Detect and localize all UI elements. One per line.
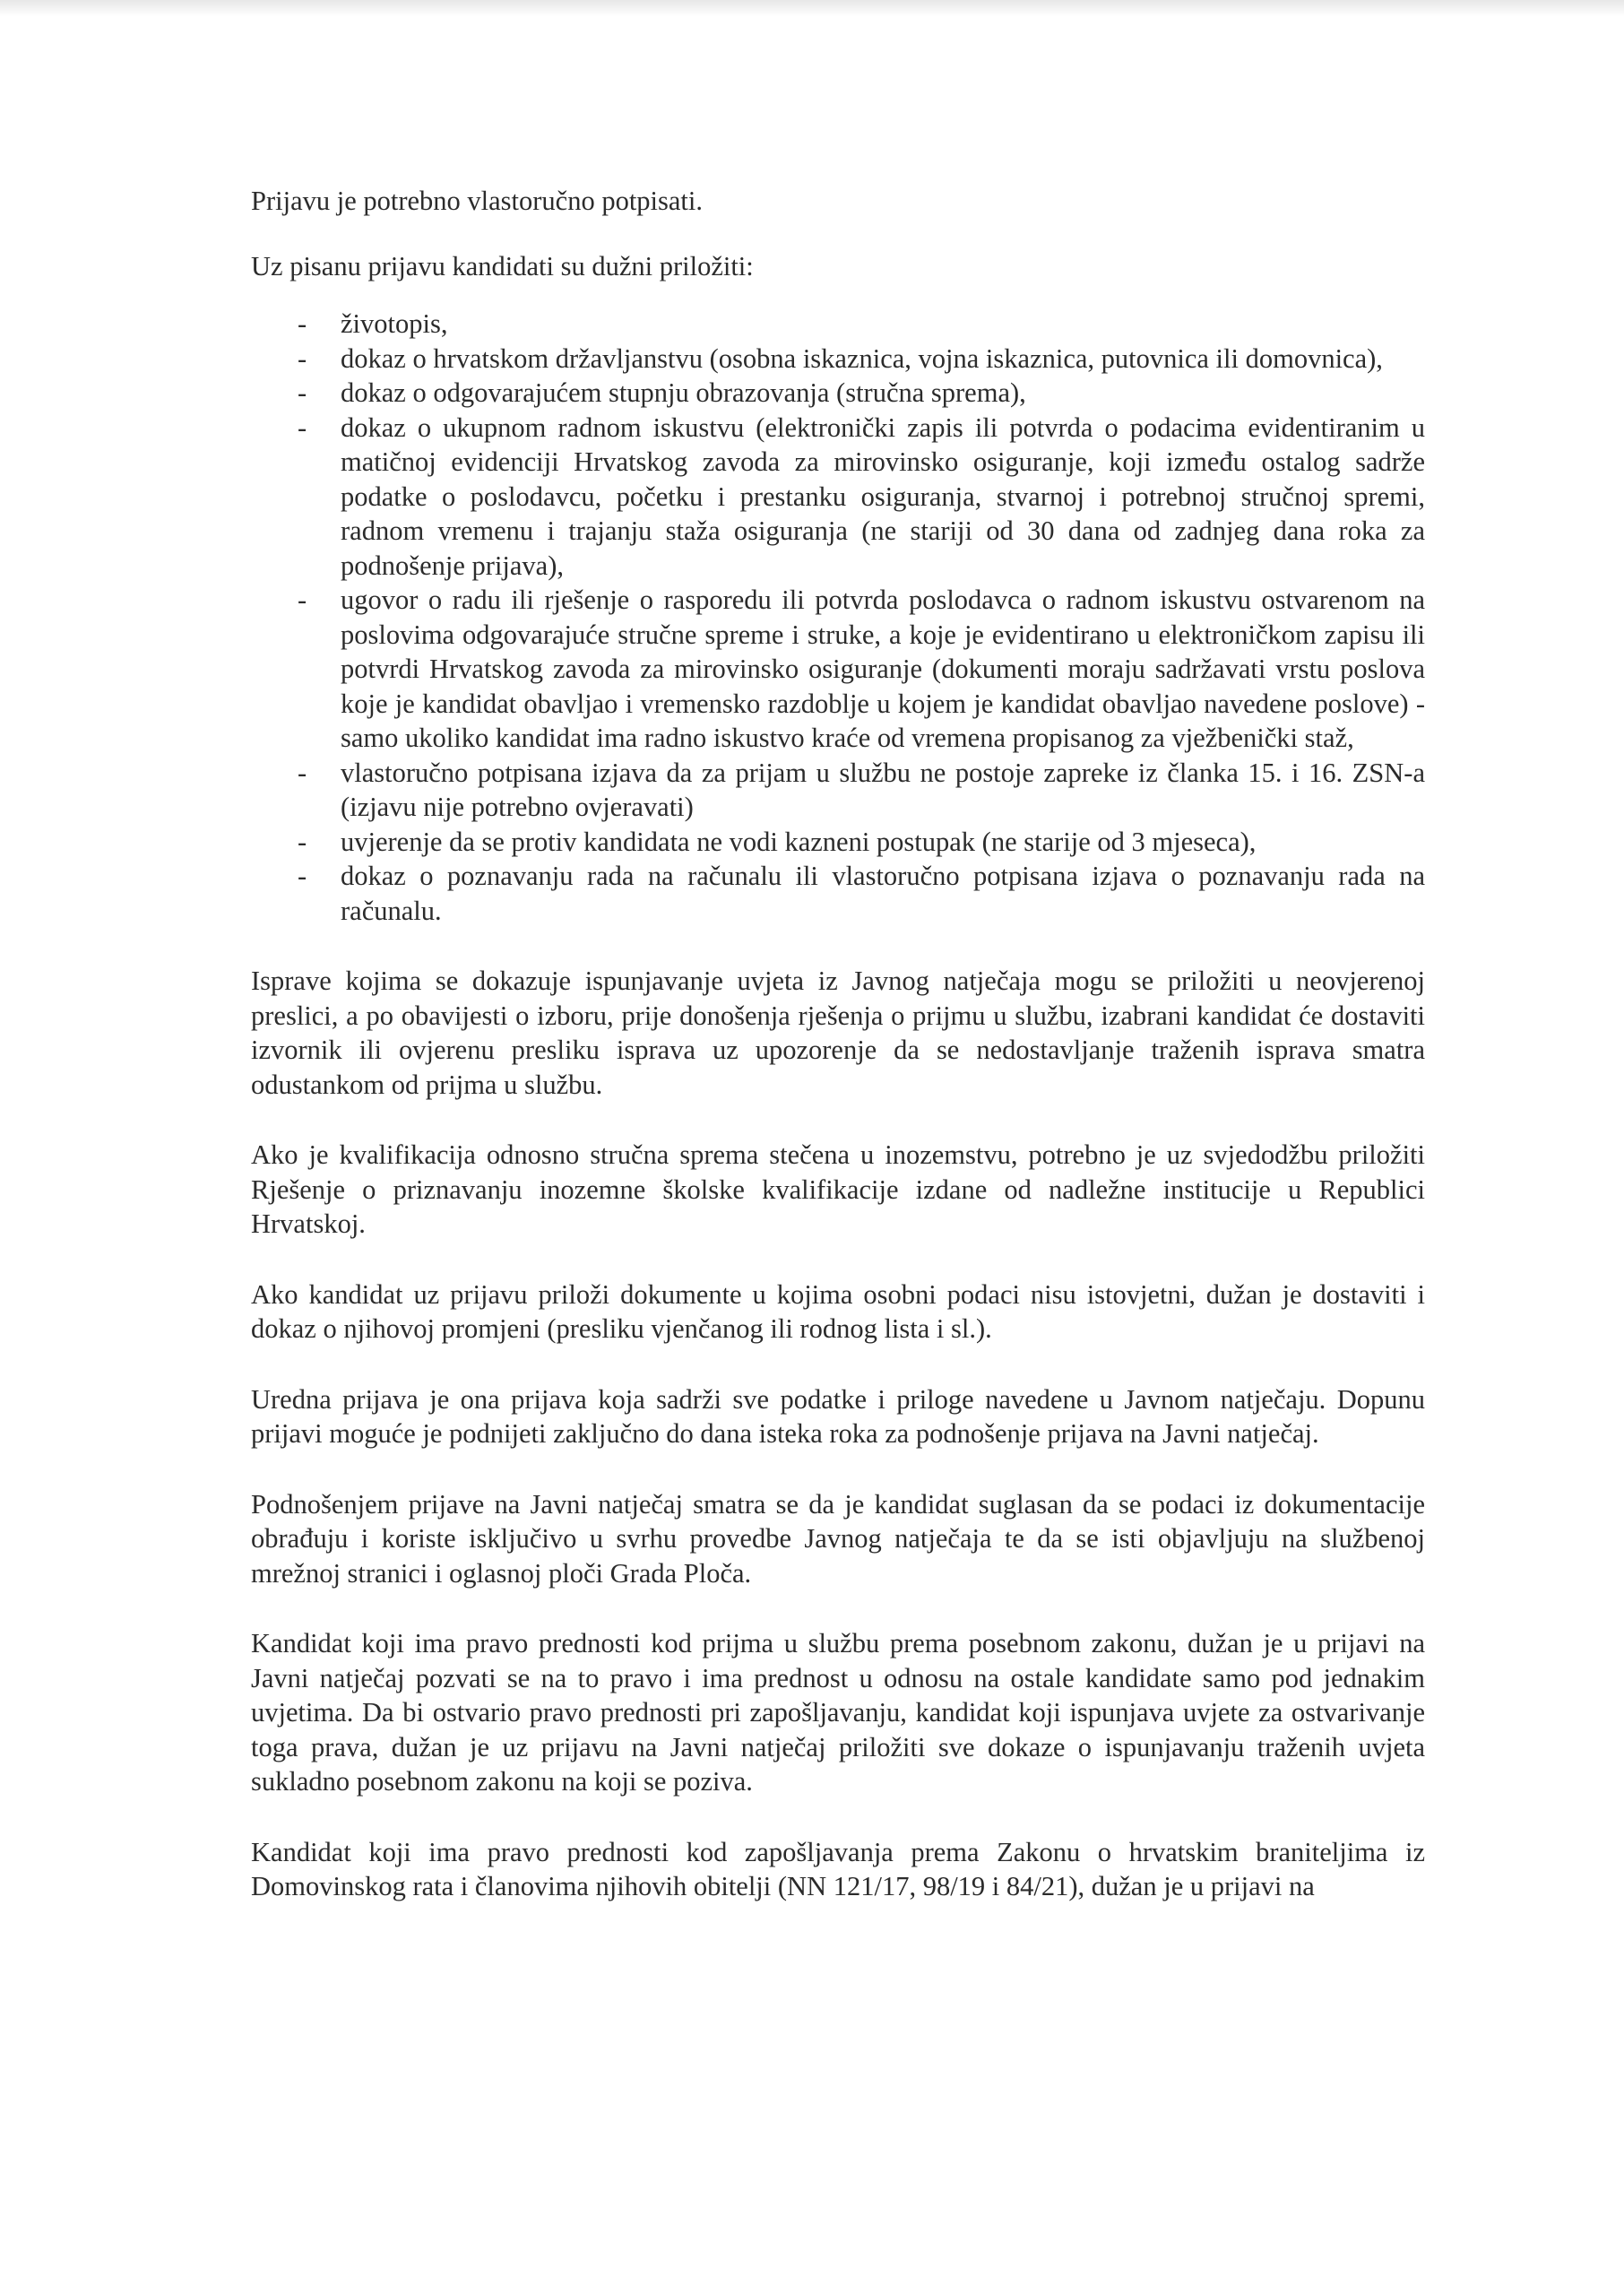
document-body xyxy=(251,184,1425,1904)
foreign-qualification-paragraph: Ako je kvalifikacija odnosno stručna sprema stečena u inozemstvu, potrebno je uz svjedodžbu priložiti Rješenje o priznavanju inozemne školske kvalifikacije izdane od nadležne institucije u Republici Hrvatskoj. xyxy=(251,1139,1425,1239)
list-dash: - xyxy=(298,826,307,857)
list-item xyxy=(251,307,1425,342)
veterans-priority-paragraph: Kandidat koji ima pravo prednosti kod zapošljavanja prema Zakonu o hrvatskim braniteljima iz Domovinskog rata i članovima njihovih obitelji (NN 121/17, 98/19 i 84/21), dužan je u prijavi na xyxy=(251,1836,1425,1901)
list-dash: - xyxy=(298,411,307,443)
list-dash: - xyxy=(298,585,307,615)
list-item-text: uvjerenje da se protiv kandidata ne vodi kazneni postupak (ne starije od 3 mjeseca), xyxy=(341,826,1257,857)
list-item xyxy=(251,376,1425,411)
intro-sign-paragraph: Prijavu je potrebno vlastoručno potpisati. xyxy=(251,186,704,216)
list-item xyxy=(251,859,1425,928)
documents-paragraph: Isprave kojima se dokazuje ispunjavanje uvjeta iz Javnog natječaja mogu se priložiti u neovjerenoj preslici, a po obavijesti o izboru, prije donošenja rješenja o prijmu u službu, izabrani kandidat će dostaviti izvornik ili ovjerenu presliku isprava uz upozorenje da se nedostavljanje traženih isprava smatra odustankom od prijma u službu. xyxy=(251,966,1425,1100)
priority-right-paragraph: Kandidat koji ima pravo prednosti kod prijma u službu prema posebnom zakonu, dužan je u prijavi na Javni natječaj pozvati se na to pravo i ima prednost u odnosu na ostale kandidate samo pod jednakim uvjetima. Da bi ostvario pravo prednosti pri zapošljavanju, kandidat koji ispunjava uvjete za ostvarivanje toga prava, dužan je uz prijavu na Javni natječaj priložiti sve dokaze o ispunjavanju traženih uvjeta sukladno posebnom zakonu na koji se poziva. xyxy=(251,1628,1425,1797)
list-item-text: dokaz o hrvatskom državljanstvu (osobna iskaznica, vojna iskaznica, putovnica ili domovnica), xyxy=(341,342,1383,374)
list-dash: - xyxy=(298,757,307,788)
list-item xyxy=(251,342,1425,377)
list-item-text: ugovor o radu ili rješenje o rasporedu ili potvrda poslodavca o radnom iskustvu ostvarenom na poslovima odgovarajuće stručne spreme i struke, a koje je evidentirano u elektroničkom zapisu ili potvrdi Hrvatskog zavoda za mirovinsko osiguranje (dokumenti moraju sadržavati vrstu poslova koje je kandidat obavljao i vremensko razdoblje u kojem je kandidat obavljao navedene poslove) - samo ukoliko kandidat ima radno iskustvo kraće od vremena propisanog za vježbenički staž, xyxy=(341,585,1425,753)
list-item-text: dokaz o ukupnom radnom iskustvu (elektronički zapis ili potvrda o podacima evidentiranim u matičnoj evidenciji Hrvatskog zavoda za mirovinsko osiguranje, koji između ostalog sadrže podatke o poslodavcu, početku i prestanku osiguranja, stvarnoj i potrebnoj stručnoj spremi, radnom vremenu i trajanju staža osiguranja (ne stariji od 30 dana od zadnjeg dana roka za podnošenje prijava), xyxy=(341,411,1425,581)
list-item xyxy=(251,825,1425,860)
attachments-list xyxy=(251,307,1425,928)
list-dash: - xyxy=(298,377,307,408)
list-item xyxy=(251,583,1425,756)
scan-edge-shadow xyxy=(0,0,1624,16)
list-item xyxy=(251,411,1425,584)
list-dash: - xyxy=(298,308,307,339)
list-item-text: dokaz o poznavanju rada na računalu ili vlastoručno potpisana izjava o poznavanju rada na računalu. xyxy=(341,861,1425,926)
list-dash: - xyxy=(298,861,307,891)
list-dash: - xyxy=(298,342,307,374)
list-item-text: dokaz o odgovarajućem stupnju obrazovanja (stručna sprema), xyxy=(341,377,1026,408)
list-item xyxy=(251,756,1425,825)
list-item-text: vlastoručno potpisana izjava da za prijam u službu ne postoje zapreke iz članka 15. i 16. ZSN-a (izjavu nije potrebno ovjeravati) xyxy=(341,757,1425,822)
intro-attach-paragraph: Uz pisanu prijavu kandidati su dužni priložiti: xyxy=(251,250,754,281)
list-item-text: životopis, xyxy=(341,308,448,339)
personal-data-paragraph: Ako kandidat uz prijavu priloži dokumente u kojima osobni podaci nisu istovjetni, dužan je dostaviti i dokaz o njihovoj promjeni (presliku vjenčanog ili rodnog lista i sl.). xyxy=(251,1278,1425,1344)
complete-application-paragraph: Uredna prijava je ona prijava koja sadrži sve podatke i priloge navedene u Javnom natječaju. Dopunu prijavi moguće je podnijeti zaključno do dana isteka roka za podnošenje prijava na Javni natječaj. xyxy=(251,1383,1425,1449)
consent-paragraph: Podnošenjem prijave na Javni natječaj smatra se da je kandidat suglasan da se podaci iz dokumentacije obrađuju i koriste isključivo u svrhu provedbe Javnog natječaja te da se isti objavljuju na službenoj mrežnoj stranici i oglasnoj ploči Grada Ploča. xyxy=(251,1488,1425,1589)
